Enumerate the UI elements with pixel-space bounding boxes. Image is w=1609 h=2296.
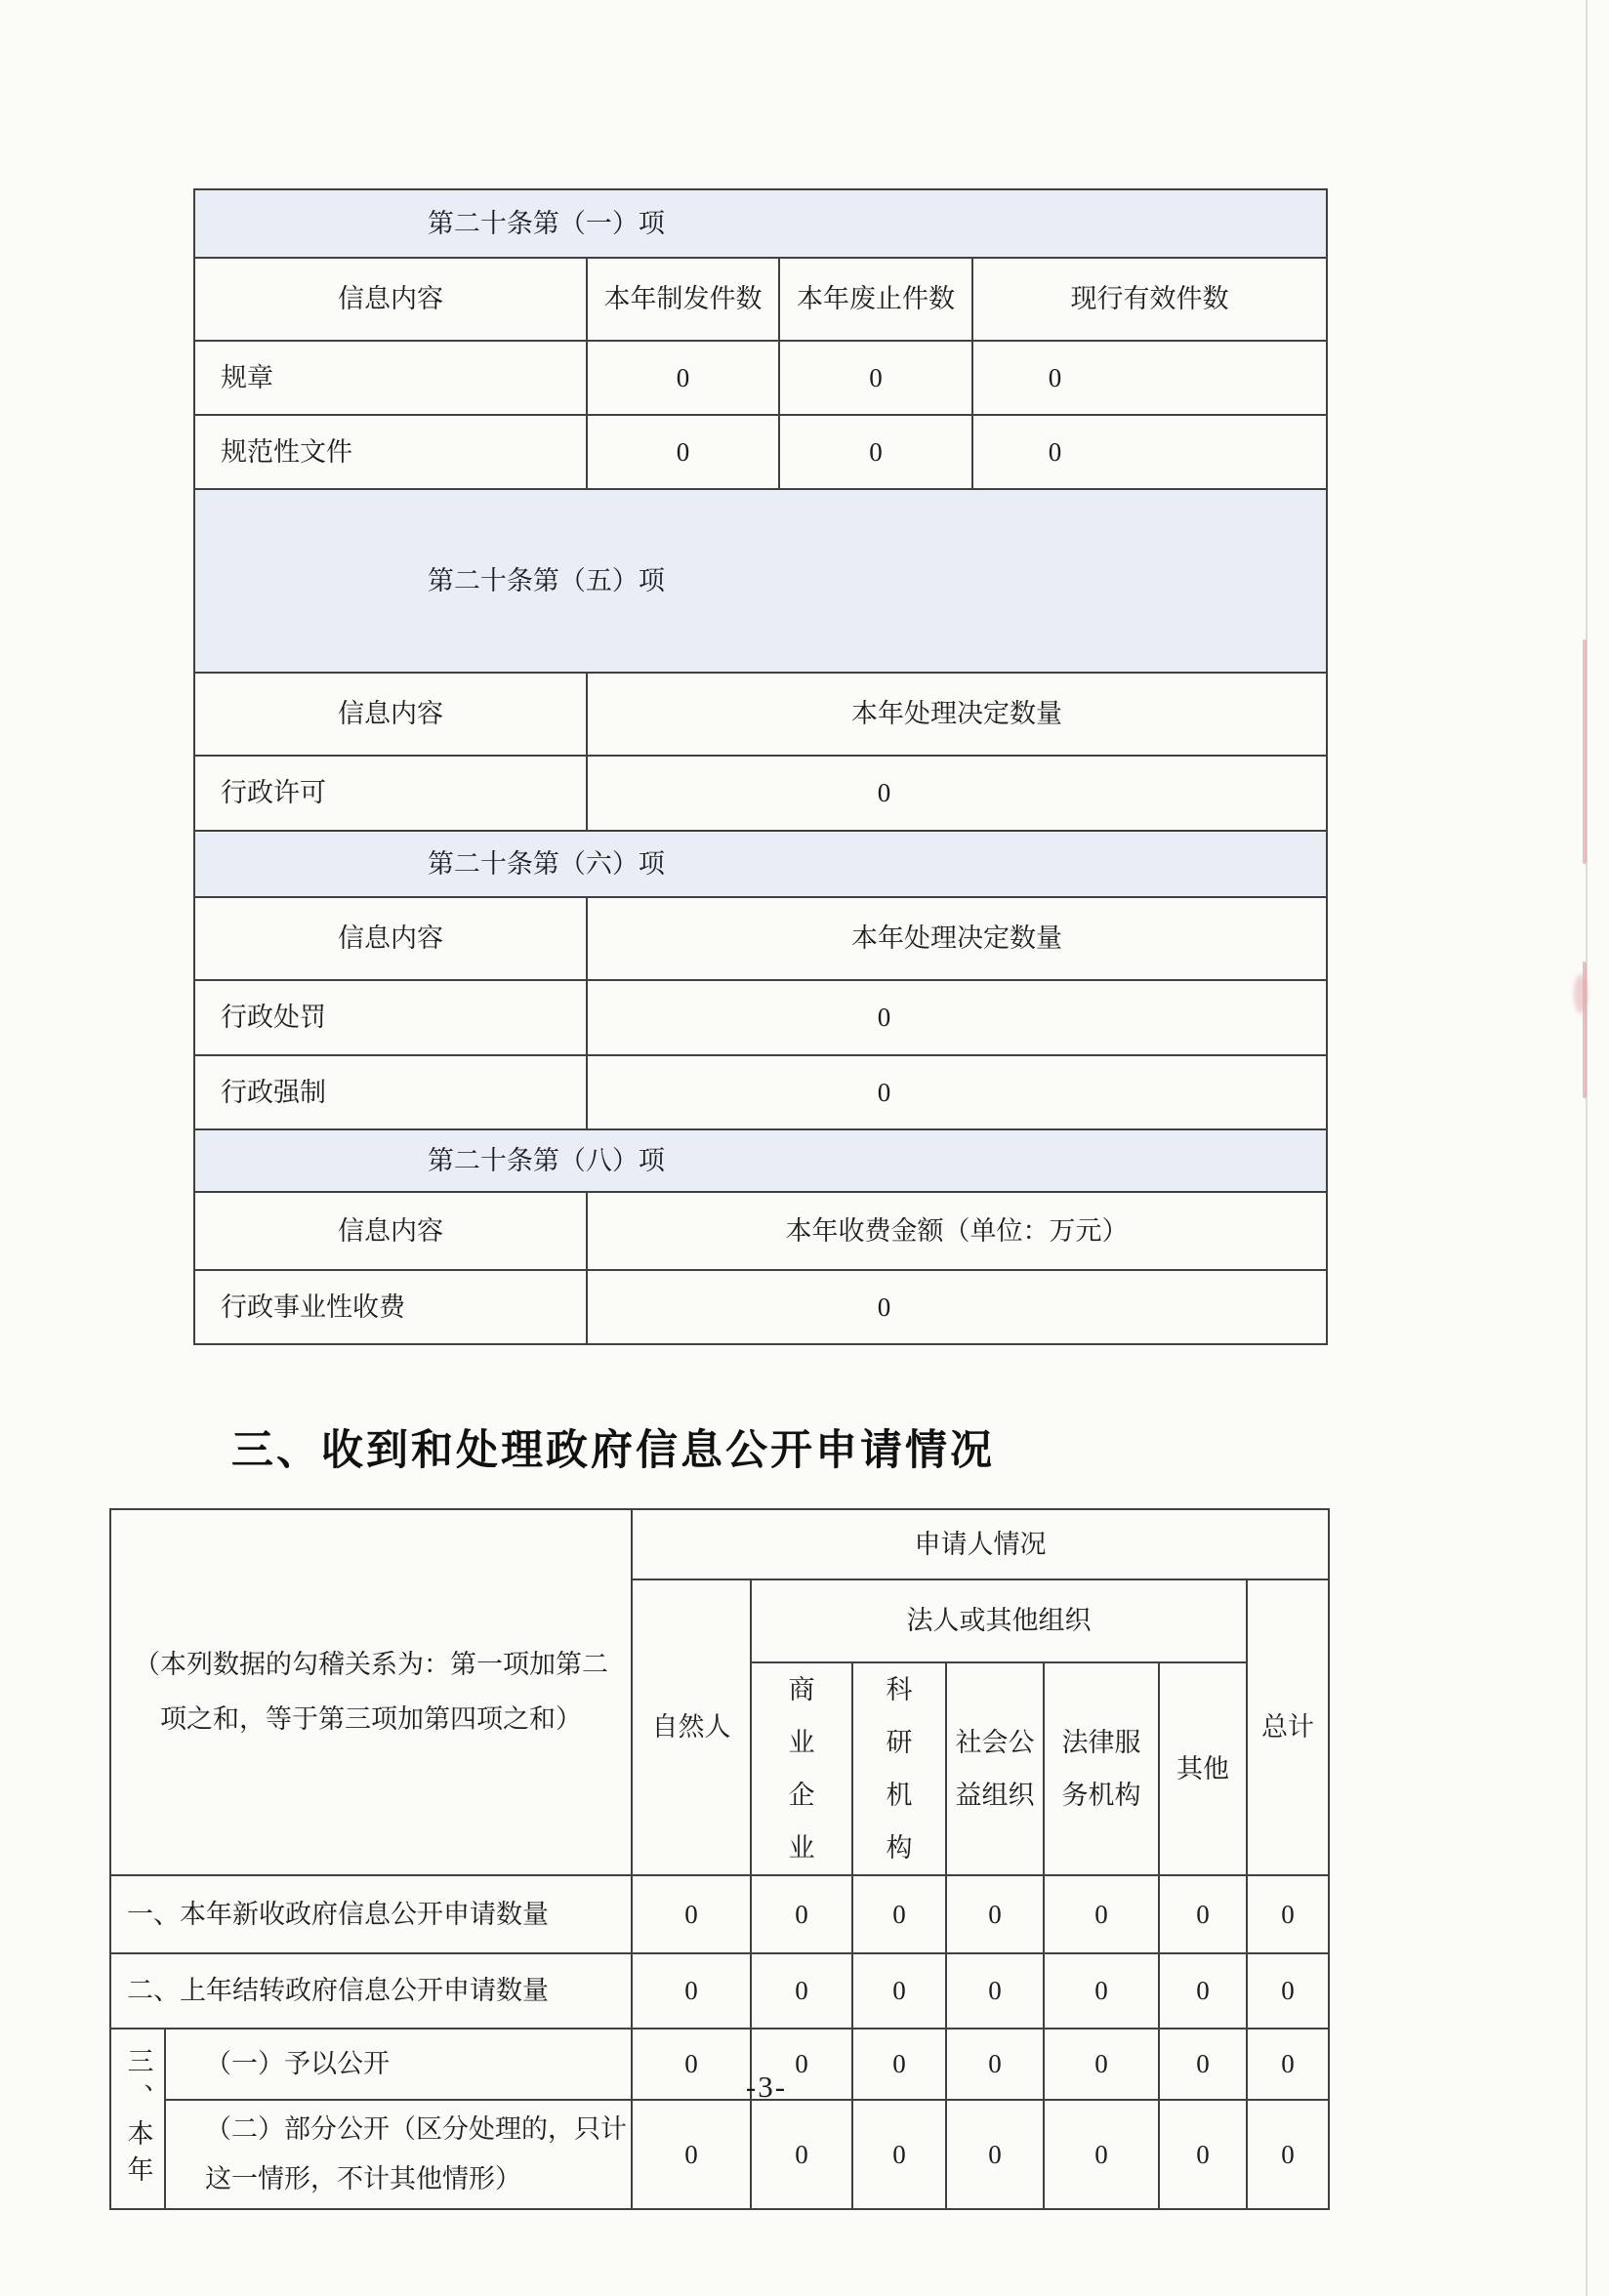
value-cell: 0	[632, 1875, 751, 1953]
table-row-new-applications	[110, 1875, 1329, 1953]
value-cell: 0	[1159, 1953, 1247, 2029]
section3-title: 三、收到和处理政府信息公开申请情况	[231, 1427, 995, 1474]
value-cell: 0	[1247, 2029, 1329, 2100]
article20-table	[193, 188, 1328, 1345]
header-row	[194, 258, 1327, 341]
table-row-rules	[194, 341, 1327, 415]
col-header-decisions: 本年处理决定数量	[587, 673, 1327, 756]
col-header-legal-services: 法律服务机构	[1044, 1662, 1159, 1875]
value-cell: 0	[852, 1875, 946, 1953]
row-label: 规范性文件	[194, 415, 587, 489]
scan-artifact-red-1	[1583, 639, 1587, 864]
col-header-info-content: 信息内容	[194, 258, 587, 341]
col-header-total: 总计	[1247, 1579, 1329, 1875]
banner-row-article20-5	[194, 489, 1327, 673]
value-cell: 0	[632, 1953, 751, 2029]
table-row-partially-granted	[110, 2100, 1329, 2209]
row-label: 行政事业性收费	[194, 1270, 587, 1344]
table-row-admin-license	[194, 756, 1327, 831]
row-label: 行政处罚	[194, 980, 587, 1055]
row-label: 一、本年新收政府信息公开申请数量	[110, 1875, 632, 1953]
header-row	[194, 1192, 1327, 1270]
value-cell: 0	[1247, 1875, 1329, 1953]
scan-edge-line	[1586, 0, 1588, 2296]
value-cell: 0	[1044, 1875, 1159, 1953]
value-cell: 0	[779, 341, 972, 415]
value-cell: 0	[852, 1953, 946, 2029]
table-row-normative-docs	[194, 415, 1327, 489]
value-cell: 0	[946, 1875, 1044, 1953]
col-header-issued: 本年制发件数	[587, 258, 779, 341]
col-header-info-content: 信息内容	[194, 897, 587, 980]
banner-article20-8	[194, 1129, 1327, 1192]
banner-row-article20-1	[194, 189, 1327, 258]
page-number: -3-	[745, 2070, 788, 2104]
col-header-legal-entities: 法人或其他组织	[751, 1579, 1247, 1662]
row-label: 规章	[194, 341, 587, 415]
banner-article20-5-text: 第二十条第（五）项	[427, 565, 665, 595]
table-row-admin-penalty	[194, 980, 1327, 1055]
banner-article20-5	[194, 489, 1327, 673]
row-label: （一）予以公开	[165, 2029, 632, 2100]
col-header-info-content: 信息内容	[194, 673, 587, 756]
value-cell: 0	[972, 341, 1327, 415]
row-group-label-this-year	[110, 2029, 165, 2209]
col-header-natural-person: 自然人	[632, 1579, 751, 1875]
value-cell: 0	[852, 2100, 946, 2209]
value-cell: 0	[632, 2029, 751, 2100]
applications-table	[109, 1508, 1330, 2210]
col-header-commercial: 商业企业	[751, 1662, 852, 1875]
value-cell: 0	[852, 2029, 946, 2100]
value-cell: 0	[779, 415, 972, 489]
value-cell: 0	[1159, 1875, 1247, 1953]
value-cell: 0	[946, 2100, 1044, 2209]
col-header-in-effect: 现行有效件数	[972, 258, 1327, 341]
row-group-label-text: 三、本年	[123, 2046, 153, 2192]
value-cell: 0	[751, 1953, 852, 2029]
value-cell: 0	[1159, 2100, 1247, 2209]
value-cell: 0	[1159, 2029, 1247, 2100]
col-header-abolished: 本年废止件数	[779, 258, 972, 341]
col-header-public-welfare: 社会公益组织	[946, 1662, 1044, 1875]
row-label: （二）部分公开（区分处理的，只计这一情形，不计其他情形）	[165, 2100, 632, 2209]
value-cell: 0	[972, 415, 1327, 489]
reconciliation-note: （本列数据的勾稽关系为：第一项加第二项之和，等于第三项加第四项之和）	[110, 1509, 632, 1875]
banner-article20-6	[194, 831, 1327, 897]
value-cell: 0	[946, 1953, 1044, 2029]
value-cell: 0	[1247, 2100, 1329, 2209]
value-cell: 0	[587, 341, 779, 415]
value-cell: 0	[751, 2100, 852, 2209]
value-cell: 0	[587, 756, 1327, 831]
header-row-applicant	[110, 1509, 1329, 1579]
banner-row-article20-8	[194, 1129, 1327, 1192]
value-cell: 0	[751, 1875, 852, 1953]
col-header-fees: 本年收费金额（单位：万元）	[587, 1192, 1327, 1270]
banner-article20-6-text: 第二十条第（六）项	[427, 848, 665, 879]
value-cell: 0	[587, 1270, 1327, 1344]
value-cell: 0	[587, 415, 779, 489]
value-cell: 0	[587, 1055, 1327, 1129]
col-header-info-content: 信息内容	[194, 1192, 587, 1270]
header-row	[194, 673, 1327, 756]
value-cell: 0	[587, 980, 1327, 1055]
col-header-decisions: 本年处理决定数量	[587, 897, 1327, 980]
banner-article20-8-text: 第二十条第（八）项	[427, 1145, 665, 1175]
value-cell: 0	[1247, 1953, 1329, 2029]
row-label: 行政强制	[194, 1055, 587, 1129]
header-row	[194, 897, 1327, 980]
col-header-other: 其他	[1159, 1662, 1247, 1875]
value-cell: 0	[1044, 1953, 1159, 2029]
value-cell: 0	[1044, 2029, 1159, 2100]
banner-row-article20-6	[194, 831, 1327, 897]
value-cell: 0	[632, 2100, 751, 2209]
row-label: 二、上年结转政府信息公开申请数量	[110, 1953, 632, 2029]
row-label: 行政许可	[194, 756, 587, 831]
banner-article20-1	[194, 189, 1327, 258]
table-row-carried-over	[110, 1953, 1329, 2029]
value-cell: 0	[946, 2029, 1044, 2100]
value-cell: 0	[751, 2029, 852, 2100]
value-cell: 0	[1044, 2100, 1159, 2209]
table-row-admin-coercion	[194, 1055, 1327, 1129]
table-row-admin-fees	[194, 1270, 1327, 1344]
col-header-research: 科研机构	[852, 1662, 946, 1875]
scan-artifact-red-blot	[1574, 974, 1588, 1013]
banner-article20-1-text: 第二十条第（一）项	[427, 208, 665, 238]
col-header-applicant-situation: 申请人情况	[632, 1509, 1329, 1579]
